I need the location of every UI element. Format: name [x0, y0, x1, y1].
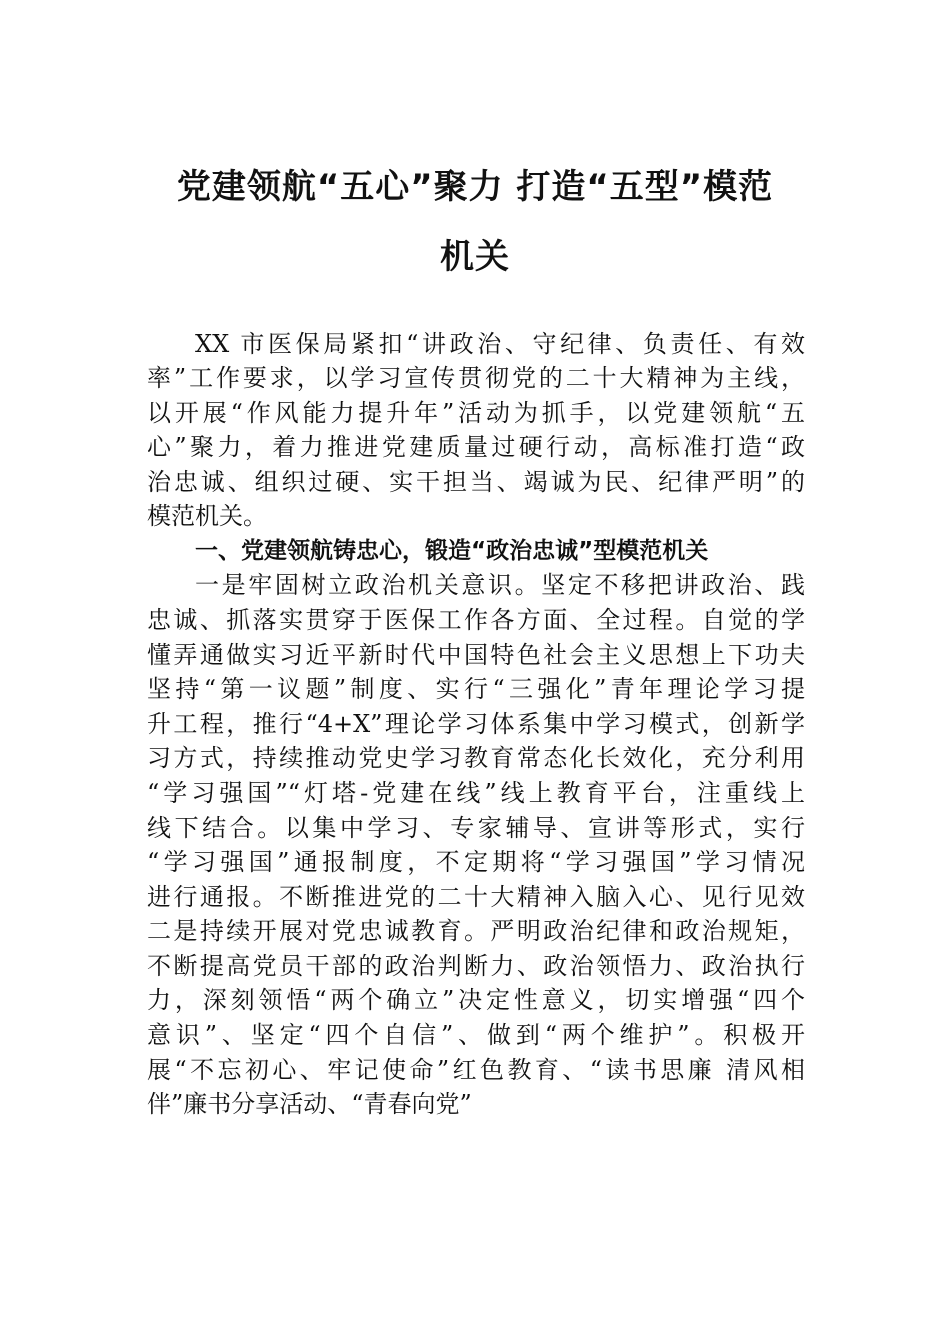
- intro-line: 治忠诚、组织过硬、实干担当、竭诚为民、纪律严明”的: [147, 468, 805, 496]
- section-line: 忠诚、抓落实贯穿于医保工作各方面、全过程。自觉的学: [147, 606, 805, 634]
- intro-line: 以开展“作风能力提升年”活动为抓手，以党建领航“五: [147, 399, 805, 427]
- section-line: “学习强国”通报制度，不定期将“学习强国”学习情况: [147, 848, 805, 876]
- section-line: 一是牢固树立政治机关意识。坚定不移把讲政治、践: [195, 571, 805, 599]
- section-line: 二是持续开展对党忠诚教育。严明政治纪律和政治规矩，: [147, 917, 805, 945]
- section-heading: 一、党建领航铸忠心，锻造“政治忠诚”型模范机关: [195, 538, 709, 564]
- section-line: 不断提高党员干部的政治判断力、政治领悟力、政治执行: [147, 952, 805, 980]
- section-line: 坚持“第一议题”制度、实行“三强化”青年理论学习提: [147, 675, 805, 703]
- intro-line: XX 市医保局紧扣“讲政治、守纪律、负责任、有效: [195, 330, 805, 358]
- section-line: “学习强国”“灯塔-党建在线”线上教育平台，注重线上: [147, 779, 805, 807]
- intro-line: 模范机关。: [147, 502, 267, 530]
- section-line: 线下结合。以集中学习、专家辅导、宣讲等形式，实行: [147, 814, 805, 842]
- intro-line: 率”工作要求，以学习宣传贯彻党的二十大精神为主线，: [147, 364, 805, 392]
- intro-line: 心”聚力，着力推进党建质量过硬行动，高标准打造“政: [147, 433, 805, 461]
- section-line: 懂弄通做实习近平新时代中国特色社会主义思想上下功夫: [147, 641, 805, 669]
- document-title-line-1: 党建领航“五心”聚力 打造“五型”模范: [176, 167, 774, 207]
- section-line: 升工程，推行“4+X”理论学习体系集中学习模式，创新学: [147, 710, 805, 738]
- section-line: 进行通报。不断推进党的二十大精神入脑入心、见行见效: [147, 883, 805, 911]
- section-line: 伴”廉书分享活动、“青春向党”: [147, 1090, 472, 1118]
- section-line: 展“不忘初心、牢记使命”红色教育、“读书思廉 清风相: [147, 1056, 805, 1084]
- section-line: 意识”、坚定“四个自信”、做到“两个维护”。积极开: [147, 1021, 805, 1049]
- section-line: 力，深刻领悟“两个确立”决定性意义，切实增强“四个: [147, 986, 805, 1014]
- document-title-line-2: 机关: [440, 237, 510, 277]
- section-line: 习方式，持续推动党史学习教育常态化长效化，充分利用: [147, 744, 805, 772]
